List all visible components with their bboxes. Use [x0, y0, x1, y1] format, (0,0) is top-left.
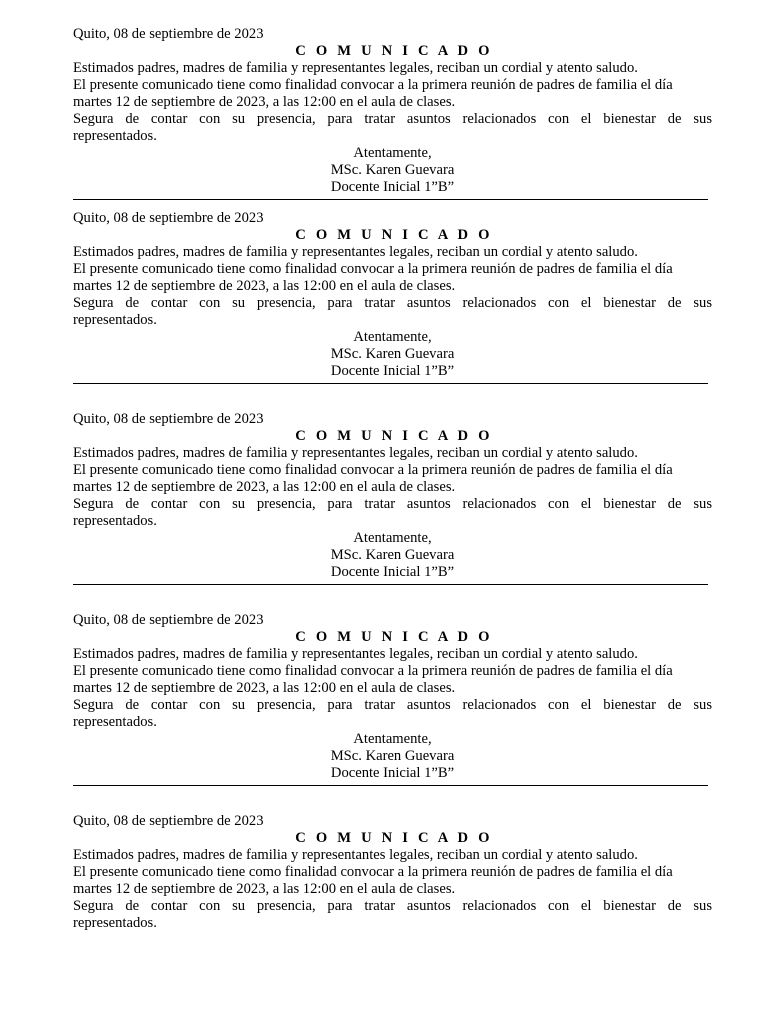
- memo-greeting: Estimados padres, madres de familia y representantes legales, reciban un cordial y atento saludo.: [73, 60, 638, 76]
- memo-1: [73, 26, 712, 200]
- memo-body-line: martes 12 de septiembre de 2023, a las 12:00 en el aula de clases.: [73, 881, 456, 897]
- memo-4: [73, 612, 712, 786]
- memo-signer-name: MSc. Karen Guevara: [330, 748, 455, 764]
- memo-closing-line: representados.: [73, 513, 157, 529]
- memo-closing-line: representados.: [73, 312, 157, 328]
- memo-title: C O M U N I C A D O: [295, 428, 493, 444]
- memo-date: Quito, 08 de septiembre de 2023: [73, 612, 264, 628]
- memo-closing-line: Segura de contar con su presencia, para tratar asuntos relacionados con el bienestar de sus: [73, 295, 712, 311]
- memo-2: [73, 210, 712, 384]
- memo-signer-name: MSc. Karen Guevara: [330, 547, 455, 563]
- memo-greeting: Estimados padres, madres de familia y representantes legales, reciban un cordial y atento saludo.: [73, 244, 638, 260]
- memo-signer-role: Docente Inicial 1”B”: [330, 564, 455, 580]
- separator-line: [73, 584, 708, 585]
- memo-closing-line: Segura de contar con su presencia, para tratar asuntos relacionados con el bienestar de sus: [73, 697, 712, 713]
- memo-title: C O M U N I C A D O: [295, 629, 493, 645]
- memo-closing-line: representados.: [73, 915, 157, 931]
- memo-title: C O M U N I C A D O: [295, 43, 493, 59]
- memo-signer-role: Docente Inicial 1”B”: [330, 179, 455, 195]
- memo-5: [73, 813, 712, 932]
- memo-body-line: El presente comunicado tiene como finalidad convocar a la primera reunión de padres de familia el día: [73, 663, 673, 679]
- memo-signer-name: MSc. Karen Guevara: [330, 346, 455, 362]
- memo-signoff: Atentamente,: [353, 145, 432, 161]
- memo-closing-line: representados.: [73, 128, 157, 144]
- memo-closing-line: Segura de contar con su presencia, para tratar asuntos relacionados con el bienestar de sus: [73, 898, 712, 914]
- memo-signoff: Atentamente,: [353, 329, 432, 345]
- memo-signer-name: MSc. Karen Guevara: [330, 162, 455, 178]
- memo-closing-line: representados.: [73, 714, 157, 730]
- memo-body-line: martes 12 de septiembre de 2023, a las 12:00 en el aula de clases.: [73, 94, 456, 110]
- memo-date: Quito, 08 de septiembre de 2023: [73, 26, 264, 42]
- separator-line: [73, 383, 708, 384]
- memo-date: Quito, 08 de septiembre de 2023: [73, 813, 264, 829]
- memo-body-line: martes 12 de septiembre de 2023, a las 12:00 en el aula de clases.: [73, 479, 456, 495]
- separator-line: [73, 199, 708, 200]
- memo-title: C O M U N I C A D O: [295, 830, 493, 846]
- memo-body-line: El presente comunicado tiene como finalidad convocar a la primera reunión de padres de familia el día: [73, 462, 673, 478]
- memo-body-line: El presente comunicado tiene como finalidad convocar a la primera reunión de padres de familia el día: [73, 261, 673, 277]
- memo-closing-line: Segura de contar con su presencia, para tratar asuntos relacionados con el bienestar de sus: [73, 496, 712, 512]
- memo-body-line: martes 12 de septiembre de 2023, a las 12:00 en el aula de clases.: [73, 278, 456, 294]
- memo-title: C O M U N I C A D O: [295, 227, 493, 243]
- memo-date: Quito, 08 de septiembre de 2023: [73, 210, 264, 226]
- memo-signoff: Atentamente,: [353, 530, 432, 546]
- memo-closing-line: Segura de contar con su presencia, para tratar asuntos relacionados con el bienestar de sus: [73, 111, 712, 127]
- memo-greeting: Estimados padres, madres de familia y representantes legales, reciban un cordial y atento saludo.: [73, 847, 638, 863]
- memo-signer-role: Docente Inicial 1”B”: [330, 363, 455, 379]
- memo-body-line: martes 12 de septiembre de 2023, a las 12:00 en el aula de clases.: [73, 680, 456, 696]
- memo-greeting: Estimados padres, madres de familia y representantes legales, reciban un cordial y atento saludo.: [73, 646, 638, 662]
- memo-3: [73, 411, 712, 585]
- memo-signoff: Atentamente,: [353, 731, 432, 747]
- memo-body-line: El presente comunicado tiene como finalidad convocar a la primera reunión de padres de familia el día: [73, 864, 673, 880]
- memo-body-line: El presente comunicado tiene como finalidad convocar a la primera reunión de padres de familia el día: [73, 77, 673, 93]
- separator-line: [73, 785, 708, 786]
- memo-greeting: Estimados padres, madres de familia y representantes legales, reciban un cordial y atento saludo.: [73, 445, 638, 461]
- memo-date: Quito, 08 de septiembre de 2023: [73, 411, 264, 427]
- memo-signer-role: Docente Inicial 1”B”: [330, 765, 455, 781]
